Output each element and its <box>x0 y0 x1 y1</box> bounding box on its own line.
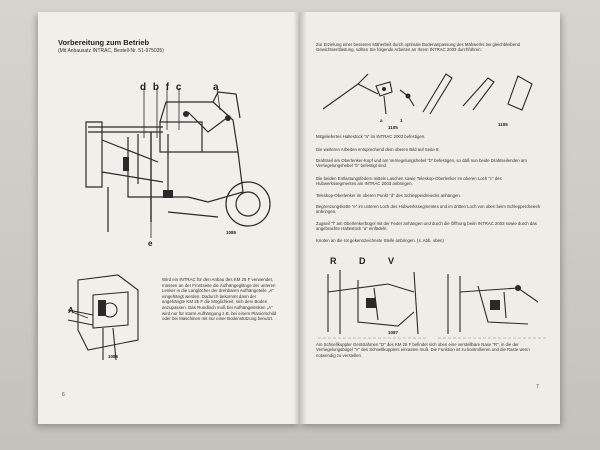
tractor-hitch-diagram <box>68 72 278 252</box>
page-number-left: 6 <box>62 392 65 398</box>
coupler-paragraph: Am Schnellkuppler Gerätrahmen "D" des KM 25 F befindet sich oben eine verstellbare Nase "R", in die der Verriegelungsbügel "V" des Schnellkupplers einrasten muß. Die Funktion ist zu kontrollieren und die Raste wenn notwendig zu verstellen. <box>316 342 530 358</box>
caption-paragraph: Mitgeliefertes Haltestück "a" im INTRAC 2003 befestigen. <box>316 134 426 139</box>
figure-number-top: 1105 <box>388 125 398 130</box>
page-number-right: 7 <box>536 384 539 390</box>
page-title: Vorbereitung zum Betrieb <box>58 38 150 47</box>
steps-intro: Die weiteren Arbeiten entsprechend dem oberen Bild auf Seite 6: <box>316 147 440 152</box>
booklet-spine <box>293 12 307 424</box>
open-booklet <box>38 12 560 432</box>
step-toplink: Teleskop-Oberlenker im oberen Punkt "d" des Schlepperdreiecks anhängen. <box>316 193 461 198</box>
figure-number-main: 1085 <box>226 230 237 235</box>
bracket-attachment-diagram <box>318 64 538 122</box>
figure-number-small: 1086 <box>108 354 119 359</box>
figure-callout-a: a <box>213 82 219 93</box>
figure-callout-letters: d b f c <box>140 82 184 93</box>
instruction-paragraph: Wird ein INTRAC für den Anbau des KM 25 F verwendet, müssen an der Frontseite die Aufhängeglänge der unteren Lenker in die Langlöcher der drehbaren Aufhängeteile „A" eingehängt werden. Dadurch bekommt dann der angehängte KM 25 F die Möglichkeit, sich dem Boden anzupassen. Das Rundloch muß bei Aufhängelenken „A" wird nur für starre Aufhängung z.B. bei einem Planierschild oder bei Maschinen mit nur einer Bodenstützung benutzt. <box>162 277 277 322</box>
left-page <box>38 12 300 424</box>
figure-callout-rdv: R D V <box>330 256 405 266</box>
figure-number-top-right: 1105 <box>498 122 508 127</box>
intro-paragraph: Zur Erzielung einer besseren Mäherbeit durch optimale Bodenanpassung des Mähwerks bei gleichbleibend Gewichtsentlastung, sollten Sie folgende Arbeiten an Ihrem INTRAC 2003 durchführen: <box>316 42 520 53</box>
figure-callout-A: A <box>68 306 74 315</box>
right-page <box>300 12 560 424</box>
figure-number-bottom: 1087 <box>388 330 399 335</box>
step-cable: Drahtseil am Oberlenker-Kopf und am Verriegelungshebel "b" befestigen, so daß nun beide Drahtseilenden am Verriegelungshebel "b" befestigt sind. <box>316 158 527 169</box>
figure-callout-e: e <box>148 239 153 248</box>
figure-label-1: 1 <box>400 118 403 123</box>
step-springs: Die beiden Entlastungsfedern mittels Laschen sowie Teleskop-Oberlenker im oberen Loch "c" des Hubwerkssegmentes am INTRAC 2003 anbringen. <box>316 176 502 187</box>
step-pullrope: Zugseil "f" am Oberlenkerbügel mit der Feder anhängen und durch die Öffnung beim INTRAC 2003 sowie durch das angebrachte Haltestück "a" einfädeln. <box>316 221 537 232</box>
page-subtitle: (Mit Anbausatz INTRAC, Bestell-Nr. 51-975035) <box>58 48 164 54</box>
step-chain: Begrenzungskette "e" im unteren Loch des Hubwerkssegmentes und im dritten Loch von oben beim Schlepperdreieck anbringen. <box>316 204 541 215</box>
step-knot: Knoten an die rot gekennzeichnete Stelle anbringen. (s. Abb. oben) <box>316 238 444 243</box>
quick-coupler-diagram <box>318 262 548 342</box>
figure-label-a: a <box>380 118 383 123</box>
